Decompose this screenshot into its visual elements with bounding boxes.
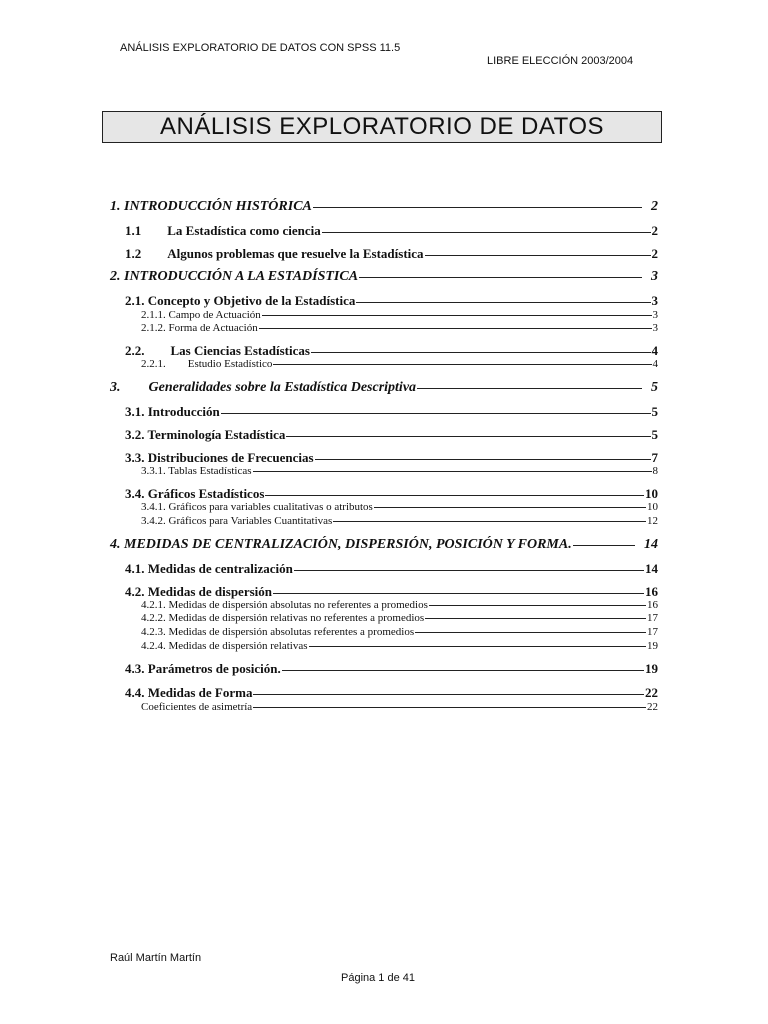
toc-leader-line bbox=[374, 507, 646, 508]
document-title: ANÁLISIS EXPLORATORIO DE DATOS bbox=[102, 111, 662, 143]
toc-entry[interactable] bbox=[141, 309, 658, 321]
toc-entry-page: 16 bbox=[645, 584, 658, 599]
toc-leader-line bbox=[425, 618, 646, 619]
toc-entry[interactable] bbox=[141, 626, 658, 638]
toc-entry[interactable] bbox=[125, 223, 658, 239]
toc-leader-line bbox=[311, 352, 651, 353]
toc-entry-label: Coeficientes de asimetría bbox=[141, 701, 253, 713]
toc-entry[interactable] bbox=[125, 450, 658, 466]
header-left: ANÁLISIS EXPLORATORIO DE DATOS CON SPSS 11.5 bbox=[120, 42, 401, 54]
toc-entry-page: 16 bbox=[647, 599, 658, 611]
toc-entry-label: 4.2.3. Medidas de dispersión absolutas referentes a promedios bbox=[141, 626, 415, 638]
toc-leader-line bbox=[294, 570, 644, 571]
toc-entry-page: 19 bbox=[645, 661, 658, 676]
toc-entry[interactable] bbox=[141, 701, 658, 713]
toc-leader-line bbox=[429, 605, 646, 606]
toc-entry[interactable] bbox=[125, 404, 658, 420]
toc-entry[interactable] bbox=[110, 269, 658, 285]
toc-entry-label: 3.4.2. Gráficos para Variables Cuantitativas bbox=[141, 515, 333, 527]
toc-entry-page: 5 bbox=[651, 380, 658, 395]
toc-leader-line bbox=[259, 328, 652, 329]
toc-entry-label: 2.1. Concepto y Objetivo de la Estadística bbox=[125, 293, 356, 308]
toc-entry-page: 4 bbox=[652, 358, 658, 370]
toc-entry-label: 1. INTRODUCCIÓN HISTÓRICA bbox=[110, 199, 312, 214]
toc-leader-line bbox=[286, 436, 650, 437]
toc-leader-line bbox=[253, 707, 646, 708]
toc-entry-page: 19 bbox=[647, 640, 658, 652]
toc-entry-page: 17 bbox=[647, 626, 658, 638]
toc-entry-label: 3. Generalidades sobre la Estadística Descriptiva bbox=[110, 380, 417, 395]
toc-entry[interactable] bbox=[125, 584, 658, 600]
toc-leader-line bbox=[425, 255, 651, 256]
toc-entry-label: 3.3. Distribuciones de Frecuencias bbox=[125, 450, 314, 465]
toc-entry[interactable] bbox=[125, 343, 658, 359]
toc-leader-line bbox=[313, 207, 642, 208]
toc-leader-line bbox=[273, 364, 651, 365]
toc-entry-label: 3.4.1. Gráficos para variables cualitativas o atributos bbox=[141, 501, 373, 513]
toc-entry[interactable] bbox=[125, 661, 658, 677]
toc-entry[interactable] bbox=[110, 199, 658, 215]
toc-entry[interactable] bbox=[125, 293, 658, 309]
toc-leader-line bbox=[309, 646, 647, 647]
toc-entry-label: 4.2.4. Medidas de dispersión relativas bbox=[141, 640, 308, 652]
toc-leader-line bbox=[415, 632, 646, 633]
toc-entry-page: 10 bbox=[647, 501, 658, 513]
toc-entry[interactable] bbox=[141, 358, 658, 370]
toc-leader-line bbox=[273, 593, 644, 594]
toc-leader-line bbox=[262, 315, 652, 316]
toc-entry-label: 4.2. Medidas de dispersión bbox=[125, 584, 272, 599]
toc-entry[interactable] bbox=[110, 537, 658, 553]
header-right: LIBRE ELECCIÓN 2003/2004 bbox=[487, 55, 634, 67]
toc-entry-label: 3.4. Gráficos Estadísticos bbox=[125, 486, 265, 501]
toc-entry-page: 7 bbox=[651, 450, 658, 465]
footer-page-number: Página 1 de 41 bbox=[341, 972, 416, 984]
toc-entry-page: 10 bbox=[645, 486, 658, 501]
toc-leader-line bbox=[253, 471, 652, 472]
toc-entry-label: 4.1. Medidas de centralización bbox=[125, 561, 293, 576]
toc-leader-line bbox=[282, 670, 644, 671]
toc-entry-page: 2 bbox=[651, 246, 658, 261]
toc-entry[interactable] bbox=[141, 515, 658, 527]
toc-entry[interactable] bbox=[110, 380, 658, 396]
toc-leader-line bbox=[253, 694, 644, 695]
toc-entry[interactable] bbox=[125, 486, 658, 502]
toc-entry-page: 14 bbox=[645, 561, 658, 576]
toc-entry-page: 14 bbox=[644, 537, 658, 552]
toc-entry-label: 2.2.1. Estudio Estadístico bbox=[141, 358, 273, 370]
toc-entry-label: 1.1 La Estadística como ciencia bbox=[125, 223, 321, 238]
toc-entry[interactable] bbox=[141, 599, 658, 611]
toc-entry[interactable] bbox=[125, 685, 658, 701]
toc-entry-page: 3 bbox=[652, 309, 658, 321]
toc-entry[interactable] bbox=[125, 427, 658, 443]
toc-entry[interactable] bbox=[141, 640, 658, 652]
toc-entry-page: 3 bbox=[651, 269, 658, 284]
footer-author: Raúl Martín Martín bbox=[110, 952, 202, 964]
toc-entry-label: 2. INTRODUCCIÓN A LA ESTADÍSTICA bbox=[110, 269, 359, 284]
toc-entry-label: 4. MEDIDAS DE CENTRALIZACIÓN, DISPERSIÓN, POSICIÓN Y FORMA. bbox=[110, 537, 572, 552]
toc-entry-label: 2.1.2. Forma de Actuación bbox=[141, 322, 258, 334]
toc-entry-label: 3.1. Introducción bbox=[125, 404, 220, 419]
toc-entry[interactable] bbox=[125, 246, 658, 262]
toc-leader-line bbox=[359, 277, 642, 278]
toc-entry-label: 4.4. Medidas de Forma bbox=[125, 685, 253, 700]
toc-leader-line bbox=[333, 521, 646, 522]
toc-leader-line bbox=[573, 545, 635, 546]
toc-entry-label: 3.3.1. Tablas Estadísticas bbox=[141, 465, 252, 477]
toc-entry[interactable] bbox=[141, 501, 658, 513]
toc-entry-page: 8 bbox=[652, 465, 658, 477]
toc-entry-label: 2.2. Las Ciencias Estadísticas bbox=[125, 343, 310, 358]
toc-entry-page: 3 bbox=[652, 322, 658, 334]
toc-entry-page: 2 bbox=[651, 199, 658, 214]
toc-entry[interactable] bbox=[141, 322, 658, 334]
toc-entry-label: 2.1.1. Campo de Actuación bbox=[141, 309, 261, 321]
toc-entry-page: 17 bbox=[647, 612, 658, 624]
toc-entry-label: 1.2 Algunos problemas que resuelve la Estadística bbox=[125, 246, 424, 261]
toc-entry-label: 3.2. Terminología Estadística bbox=[125, 427, 286, 442]
toc-entry[interactable] bbox=[141, 612, 658, 624]
toc-entry-page: 5 bbox=[651, 427, 658, 442]
toc-entry-page: 22 bbox=[645, 685, 658, 700]
toc-entry-page: 22 bbox=[647, 701, 658, 713]
toc-entry-label: 4.3. Parámetros de posición. bbox=[125, 661, 281, 676]
toc-leader-line bbox=[322, 232, 651, 233]
toc-entry[interactable] bbox=[141, 465, 658, 477]
toc-leader-line bbox=[417, 388, 642, 389]
toc-leader-line bbox=[221, 413, 651, 414]
toc-entry-page: 5 bbox=[651, 404, 658, 419]
toc-entry-label: 4.2.2. Medidas de dispersión relativas no referentes a promedios bbox=[141, 612, 425, 624]
toc-entry-page: 2 bbox=[651, 223, 658, 238]
toc-leader-line bbox=[265, 495, 644, 496]
toc-entry[interactable] bbox=[125, 561, 658, 577]
toc-leader-line bbox=[356, 302, 650, 303]
toc-entry-page: 3 bbox=[651, 293, 658, 308]
toc-entry-label: 4.2.1. Medidas de dispersión absolutas no referentes a promedios bbox=[141, 599, 428, 611]
toc-leader-line bbox=[315, 459, 651, 460]
toc-entry-page: 4 bbox=[651, 343, 658, 358]
toc-entry-page: 12 bbox=[647, 515, 658, 527]
